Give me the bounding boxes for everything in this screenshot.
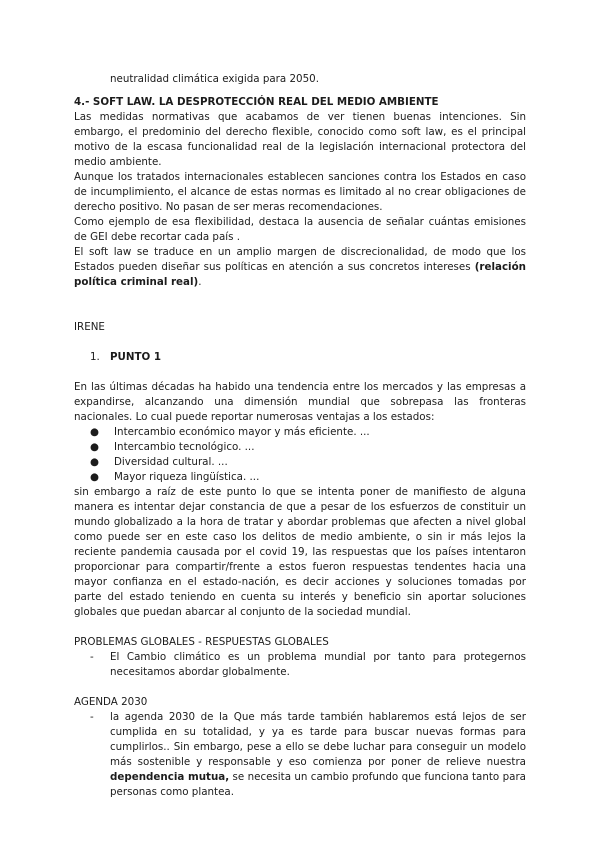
list-item [90, 440, 526, 455]
bullet-icon: ● [90, 426, 99, 438]
section-heading-soft-law: 4.- SOFT LAW. LA DESPROTECCIÓN REAL DEL MEDIO AMBIENTE [74, 96, 439, 108]
paragraph: Las medidas normativas que acabamos de ver tienen buenas intenciones. Sin embargo, el predominio del derecho flexible, conocido como soft law, es el principal motivo de la escasa funcionalidad real de la legislación internacional protectora del medio ambiente. [74, 111, 526, 168]
dash-list-item [74, 710, 526, 800]
author-name: IRENE [74, 321, 105, 333]
paragraph: sin embargo a raíz de este punto lo que se intenta poner de manifiesto de alguna manera es intentar dejar constancia de que a pesar de los esfuerzos de constituir un mundo globalizado a la hora de tratar y abordar problemas que afecten a nivel global como puede ser en este caso los delitos de medio ambiente, o sin ir más lejos la reciente pandemia causada por el covid 19, las respuestas que los países intentaron proporcionar para compartir/frente a estos fueron respuestas tendentes hacia una mayor confianza en el estado-nación, es decir acciones y soluciones tomadas por parte del estado teniendo en cuenta su interés y beneficio sin aportar soluciones globales que puedan abarcar al conjunto de la sociedad mundial. [74, 486, 526, 618]
paragraph-bold-text: (relación política criminal real) [74, 261, 526, 288]
dash-list-item [74, 650, 526, 680]
dash-item-text: la agenda 2030 de la Que más tarde también hablaremos está lejos de ser cumplida en su totalidad, y ya es tarde para buscar nuevas formas para cumplirlos.. Sin embargo, pese a ello se debe luchar para conseguir un modelo más sostenible y responsable y eso comienza por poner de relieve nuestra [110, 711, 526, 768]
list-item-text: Diversidad cultural. ... [114, 456, 228, 468]
dash-icon: - [90, 711, 94, 723]
bullet-list [74, 425, 526, 485]
dash-item-body [110, 710, 526, 800]
paragraph-text: El soft law se traduce en un amplio margen de discrecionalidad, de modo que los Estados pueden diseñar sus políticas en atención a sus concretos intereses [74, 246, 526, 273]
dash-item-text: El Cambio climático es un problema mundial por tanto para protegernos necesitamos abordar globalmente. [110, 651, 526, 678]
document-body [74, 72, 526, 800]
list-number: 1. [90, 351, 100, 363]
list-item [90, 470, 526, 485]
dash-item-bold-text: dependencia mutua, [110, 771, 230, 783]
list-item [90, 455, 526, 470]
list-item [90, 425, 526, 440]
dash-item-text-end: se necesita un cambio profundo que funciona tanto para personas como plantea. [110, 771, 526, 798]
list-item-text: Intercambio económico mayor y más eficiente. ... [114, 426, 370, 438]
bullet-icon: ● [90, 471, 99, 483]
paragraph-text-end: . [198, 276, 202, 288]
continuation-paragraph: neutralidad climática exigida para 2050. [110, 73, 319, 85]
section-heading-global-problems: PROBLEMAS GLOBALES - RESPUESTAS GLOBALES [74, 636, 329, 648]
bullet-icon: ● [90, 456, 99, 468]
paragraph: Aunque los tratados internacionales establecen sanciones contra los Estados en caso de incumplimiento, el alcance de estas normas es limitado al no crear obligaciones de derecho positivo. No pasan de ser meras recomendaciones. [74, 171, 526, 213]
numbered-heading [74, 350, 526, 365]
section-heading-agenda: AGENDA 2030 [74, 696, 148, 708]
paragraph [74, 245, 526, 290]
dash-icon: - [90, 651, 94, 663]
list-item-text: Mayor riqueza lingüística. ... [114, 471, 260, 483]
bullet-icon: ● [90, 441, 99, 453]
list-item-text: Intercambio tecnológico. ... [114, 441, 255, 453]
point-title: PUNTO 1 [110, 351, 162, 363]
paragraph: Como ejemplo de esa flexibilidad, destaca la ausencia de señalar cuántas emisiones de GEI debe recortar cada país . [74, 216, 526, 243]
paragraph: En las últimas décadas ha habido una tendencia entre los mercados y las empresas a expandirse, alcanzando una dimensión mundial que sobrepasa las fronteras nacionales. Lo cual puede reportar numerosas ventajas a los estados: [74, 381, 526, 423]
